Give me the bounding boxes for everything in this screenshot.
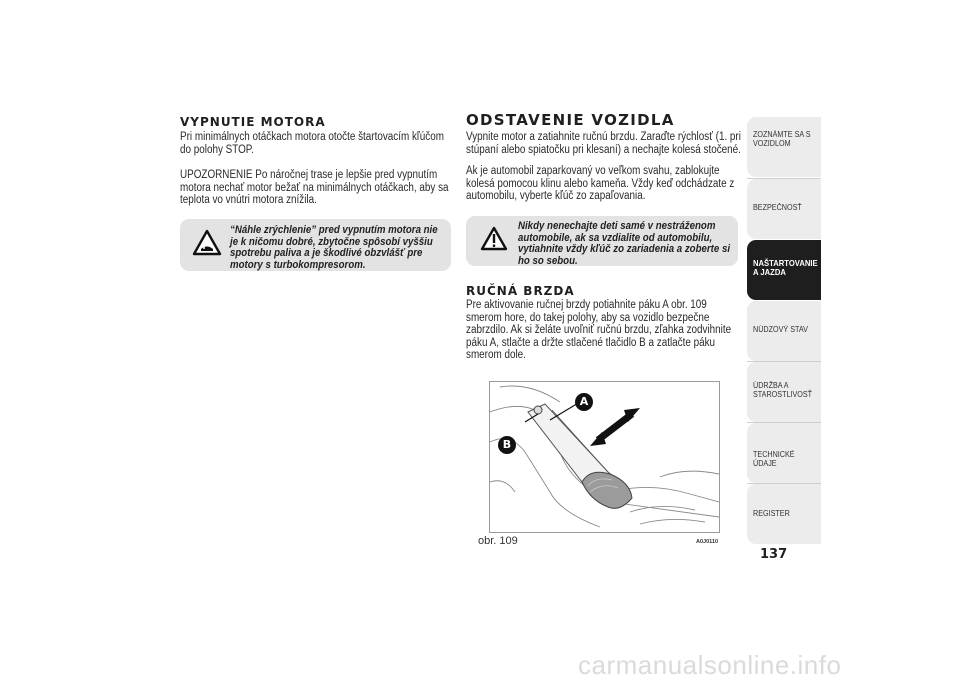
sidebar-tab-starting-driving[interactable] — [747, 240, 821, 300]
sidebar-tab-safety[interactable] — [747, 179, 821, 239]
section-heading-parking: ODSTAVENIE VOZIDLA — [466, 111, 675, 129]
sidebar-tab-label: NÚDZOVÝ STAV — [753, 325, 808, 334]
section-heading-engine-off: VYPNUTIE MOTORA — [180, 115, 326, 129]
callout-label-b: B — [498, 436, 516, 454]
handbrake-figure — [489, 381, 720, 533]
warning-box-turbo — [180, 219, 451, 271]
warning-triangle-icon — [480, 226, 508, 252]
sidebar-tab-emergency[interactable] — [747, 301, 821, 361]
sidebar-tab-index[interactable] — [747, 484, 821, 544]
sidebar-tab-technical-data[interactable] — [747, 423, 821, 483]
warning-box-children — [466, 216, 738, 266]
sidebar-tab-label: ZOZNÁMTE SA S VOZIDLOM — [753, 130, 811, 148]
sidebar-tab-label: ÚDRŽBA A STAROSTLIVOSŤ — [753, 381, 813, 399]
warning-text-turbo: “Náhle zrýchlenie” pred vypnutím motora nie je k ničomu dobré, zbytočne spôsobí vyššiu spotrebu paliva a je škodlivé obzvlášť pre motory s turbokompresorom. — [230, 224, 438, 271]
figure-code: A0J0110 — [696, 539, 719, 545]
parking-paragraph-2: Ak je automobil zaparkovaný vo veľkom svahu, zablokujte kolesá pomocou klinu alebo kameňa. Vždy keď odchádzate z automobilu, vyberte kľúč zo zapaľovania. — [466, 165, 735, 202]
engine-off-paragraph-2: UPOZORNENIE Po náročnej trase je lepšie pred vypnutím motora nechať motor bežať na minimálnych otáčkach, aby sa teplota vo vnútri motora znížila. — [180, 169, 449, 206]
parking-paragraph-1: Vypnite motor a zatiahnite ručnú brzdu. Zaraďte rýchlosť (1. pri stúpaní alebo spiatočku pri klesaní) a nechajte kolesá stočené. — [466, 131, 741, 156]
warning-text-children: Nikdy nenechajte deti samé v nestráženom automobile, ak sa vzdialite od automobilu, vytiahnite vždy kľúč zo zariadenia a zoberte si ho so sebou. — [518, 220, 731, 267]
sidebar-tab-label: BEZPEČNOSŤ — [753, 203, 802, 212]
engine-off-paragraph-1: Pri minimálnych otáčkach motora otočte štartovacím kľúčom do polohy STOP. — [180, 131, 444, 156]
turbo-warning-icon — [192, 229, 222, 257]
figure-caption: obr. 109 — [478, 535, 518, 547]
sidebar-tab-getting-to-know[interactable] — [747, 117, 821, 177]
watermark: carmanualsonline.info — [578, 650, 842, 680]
handbrake-illustration — [490, 382, 719, 532]
handbrake-paragraph: Pre aktivovanie ručnej brzdy potiahnite páku A obr. 109 smerom hore, do takej polohy, aby sa vozidlo bezpečne zabrzdilo. Ak si želáte uvoľniť ručnú brzdu, zľahka zodvihnite páku A, stlačte a držte stlačené tlačidlo B a zatlačte páku smerom dole. — [466, 299, 732, 361]
section-heading-handbrake: RUČNÁ BRZDA — [466, 284, 575, 298]
sidebar-tab-label: TECHNICKÉ ÚDAJE — [753, 450, 795, 468]
callout-label-a: A — [575, 393, 593, 411]
page-number: 137 — [760, 547, 788, 562]
sidebar-tab-label: REGISTER — [753, 509, 790, 518]
double-arrow-icon — [590, 408, 640, 446]
sidebar-tab-maintenance[interactable] — [747, 362, 821, 422]
sidebar-tab-label: NAŠTARTOVANIE A JAZDA — [753, 258, 818, 277]
